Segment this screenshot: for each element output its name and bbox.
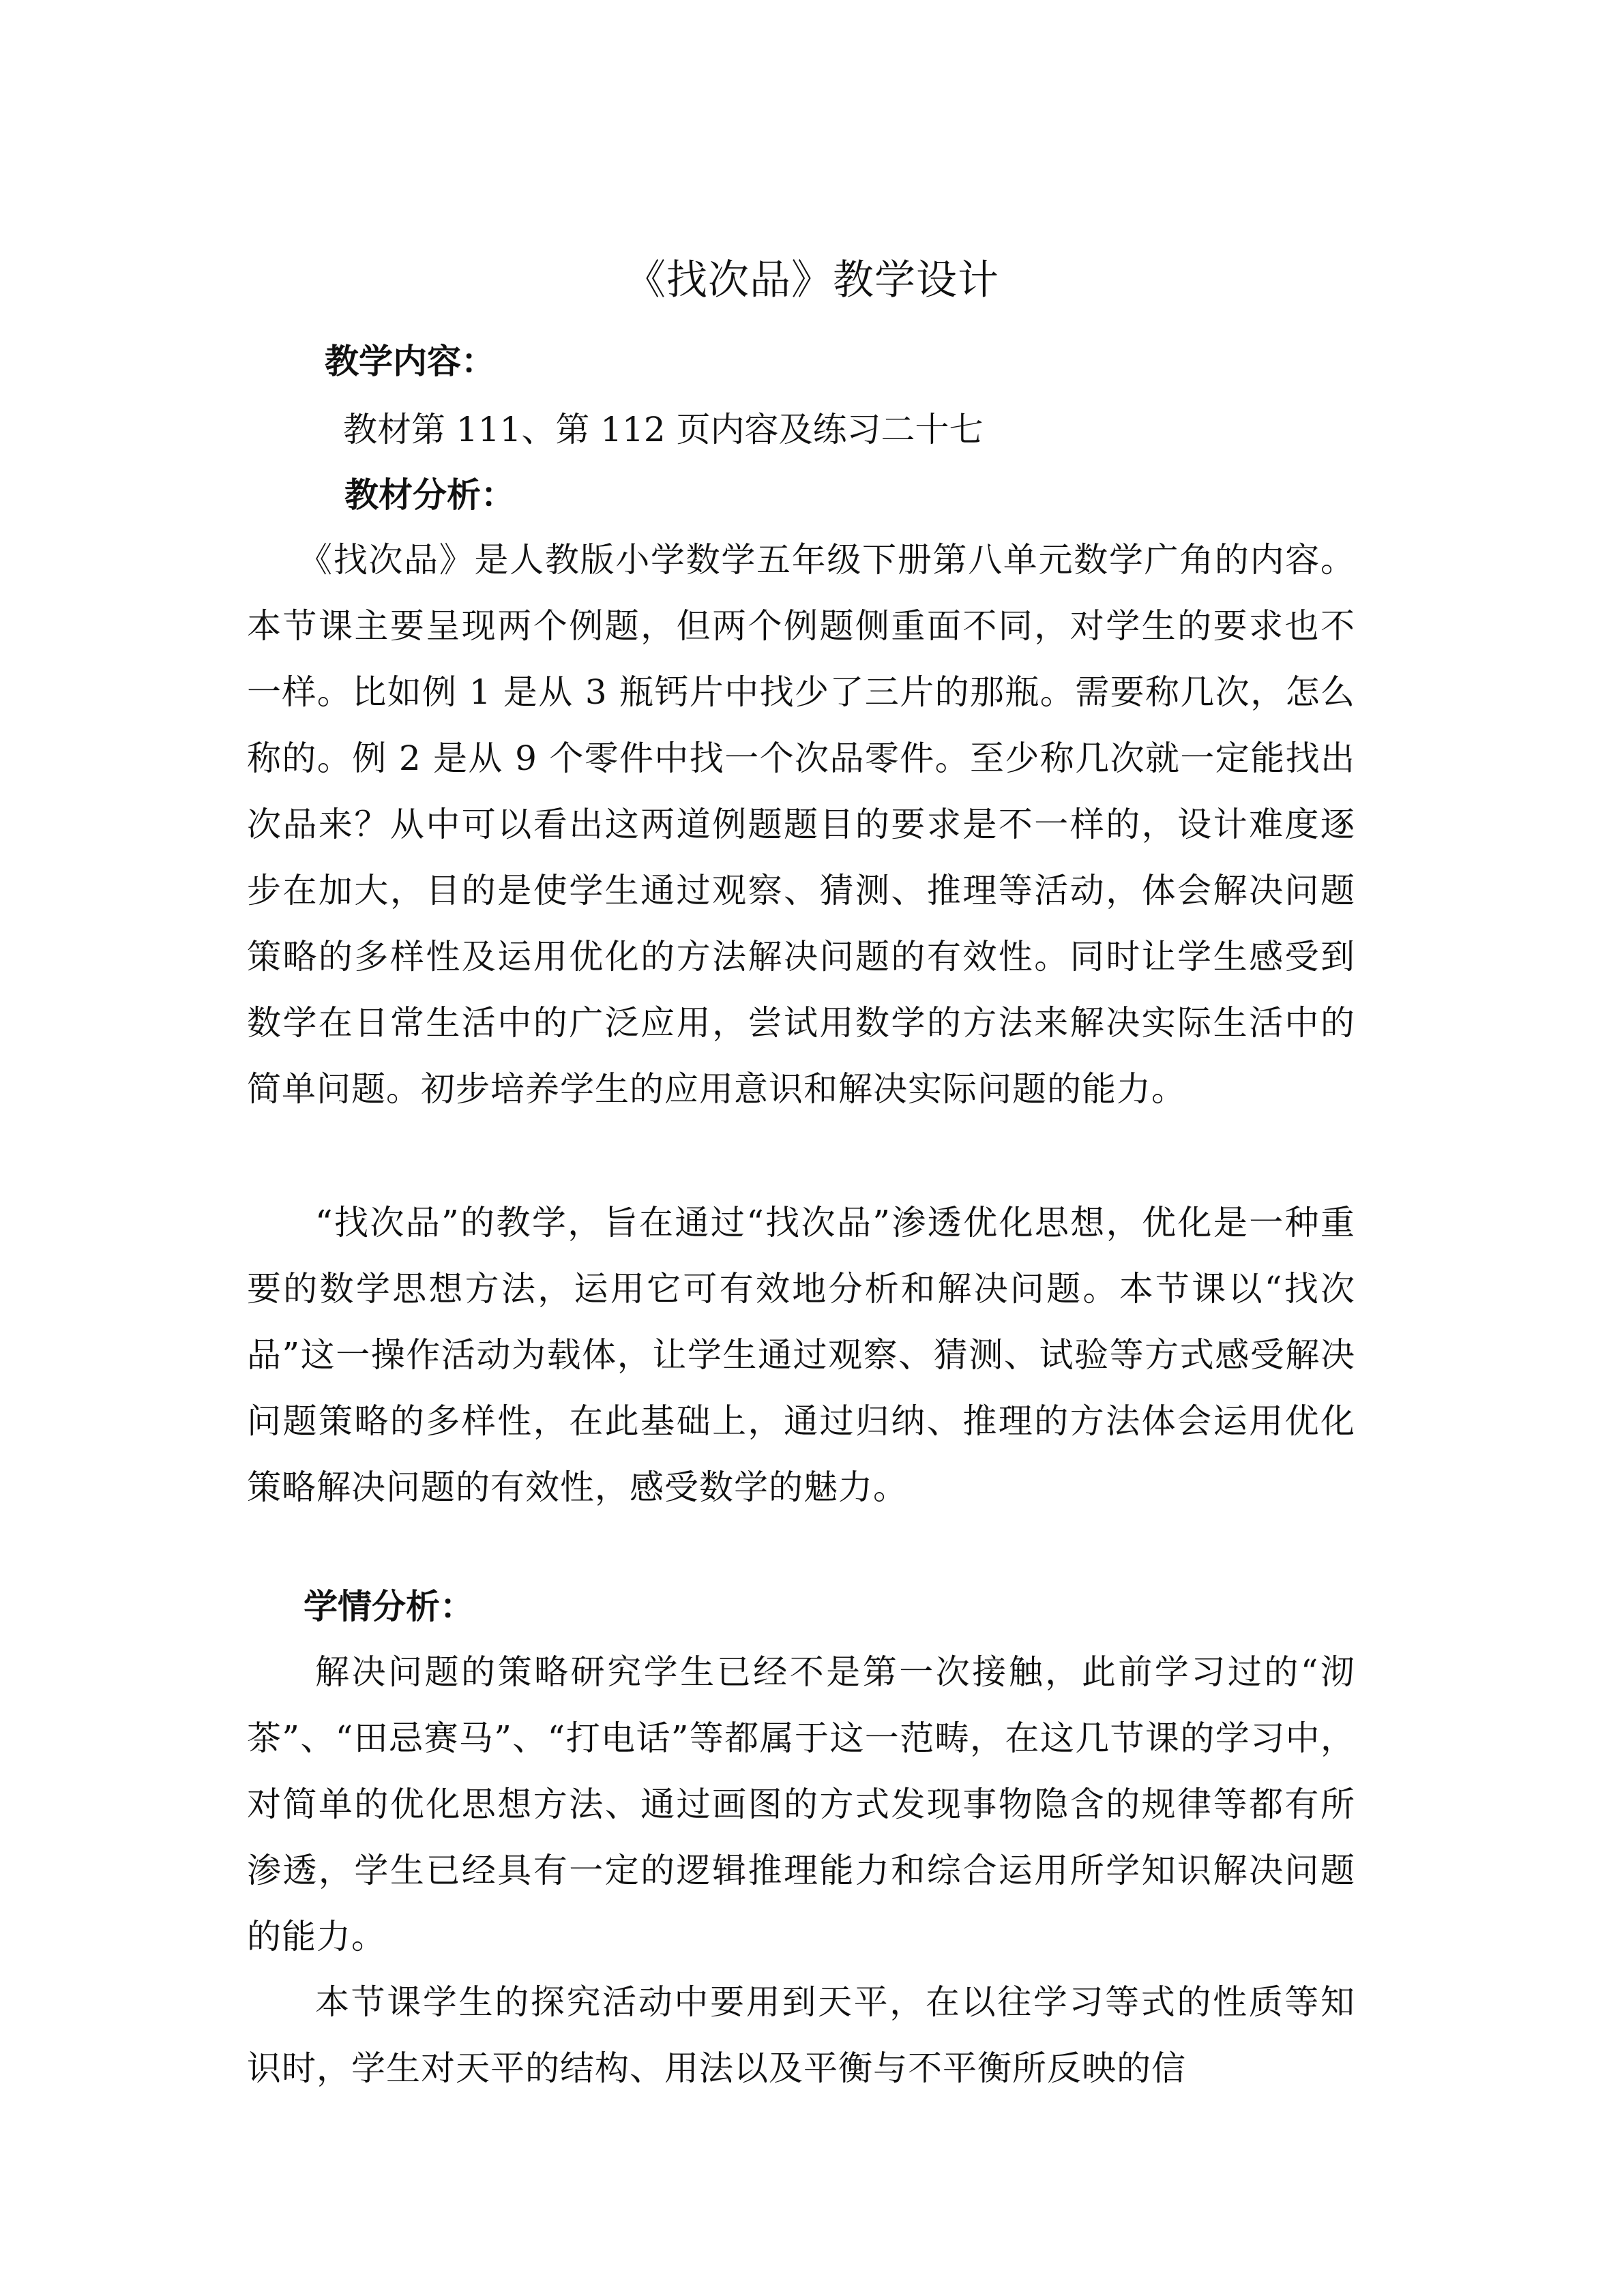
learning-analysis-paragraph-2: 本节课学生的探究活动中要用到天平，在以往学习等式的性质等知识时，学生对天平的结构、用法以及平衡与不平衡所反映的信 <box>247 1982 1355 2088</box>
teaching-content-text: 教材第 111、第 112 页内容及练习二十七 <box>343 410 984 449</box>
document-title: 《找次品》教学设计 <box>625 256 999 304</box>
section-heading-learning-analysis: 学情分析： <box>304 1587 474 1626</box>
section-heading-teaching-content: 教学内容： <box>325 342 495 381</box>
section-heading-material-analysis: 教材分析： <box>344 475 515 515</box>
material-analysis-paragraph-2: “找次品”的教学，旨在通过“找次品”渗透优化思想，优化是一种重要的数学思想方法，运用它可有效地分析和解决问题。本节课以“找次品”这一操作活动为载体，让学生通过观察、猜测、试验等方式感受解决问题策略的多样性，在此基础上，通过归纳、推理的方法体会运用优化策略解决问题的有效性，感受数学的魅力。 <box>247 1203 1355 1507</box>
material-analysis-paragraph-1: 《找次品》是人教版小学数学五年级下册第八单元数学广角的内容。本节课主要呈现两个例题，但两个例题侧重面不同，对学生的要求也不一样。比如例 1 是从 3 瓶钙片中找少了三片的那瓶。需要称几次，怎么称的。例 2 是从 9 个零件中找一个次品零件。至少称几次就一定能找出次品来？从中可以看出这两道例题题目的要求是不一样的，设计难度逐步在加大，目的是使学生通过观察、猜测、推理等活动，体会解决问题策略的多样性及运用优化的方法解决问题的有效性。同时让学生感受到数学在日常生活中的广泛应用，尝试用数学的方法来解决实际生活中的简单问题。初步培养学生的应用意识和解决实际问题的能力。 <box>247 540 1355 1109</box>
learning-analysis-paragraph-1: 解决问题的策略研究学生已经不是第一次接触，此前学习过的“沏茶”、“田忌赛马”、“打电话”等都属于这一范畴，在这几节课的学习中，对简单的优化思想方法、通过画图的方式发现事物隐含的规律等都有所渗透，学生已经具有一定的逻辑推理能力和综合运用所学知识解决问题的能力。 <box>247 1652 1355 1956</box>
